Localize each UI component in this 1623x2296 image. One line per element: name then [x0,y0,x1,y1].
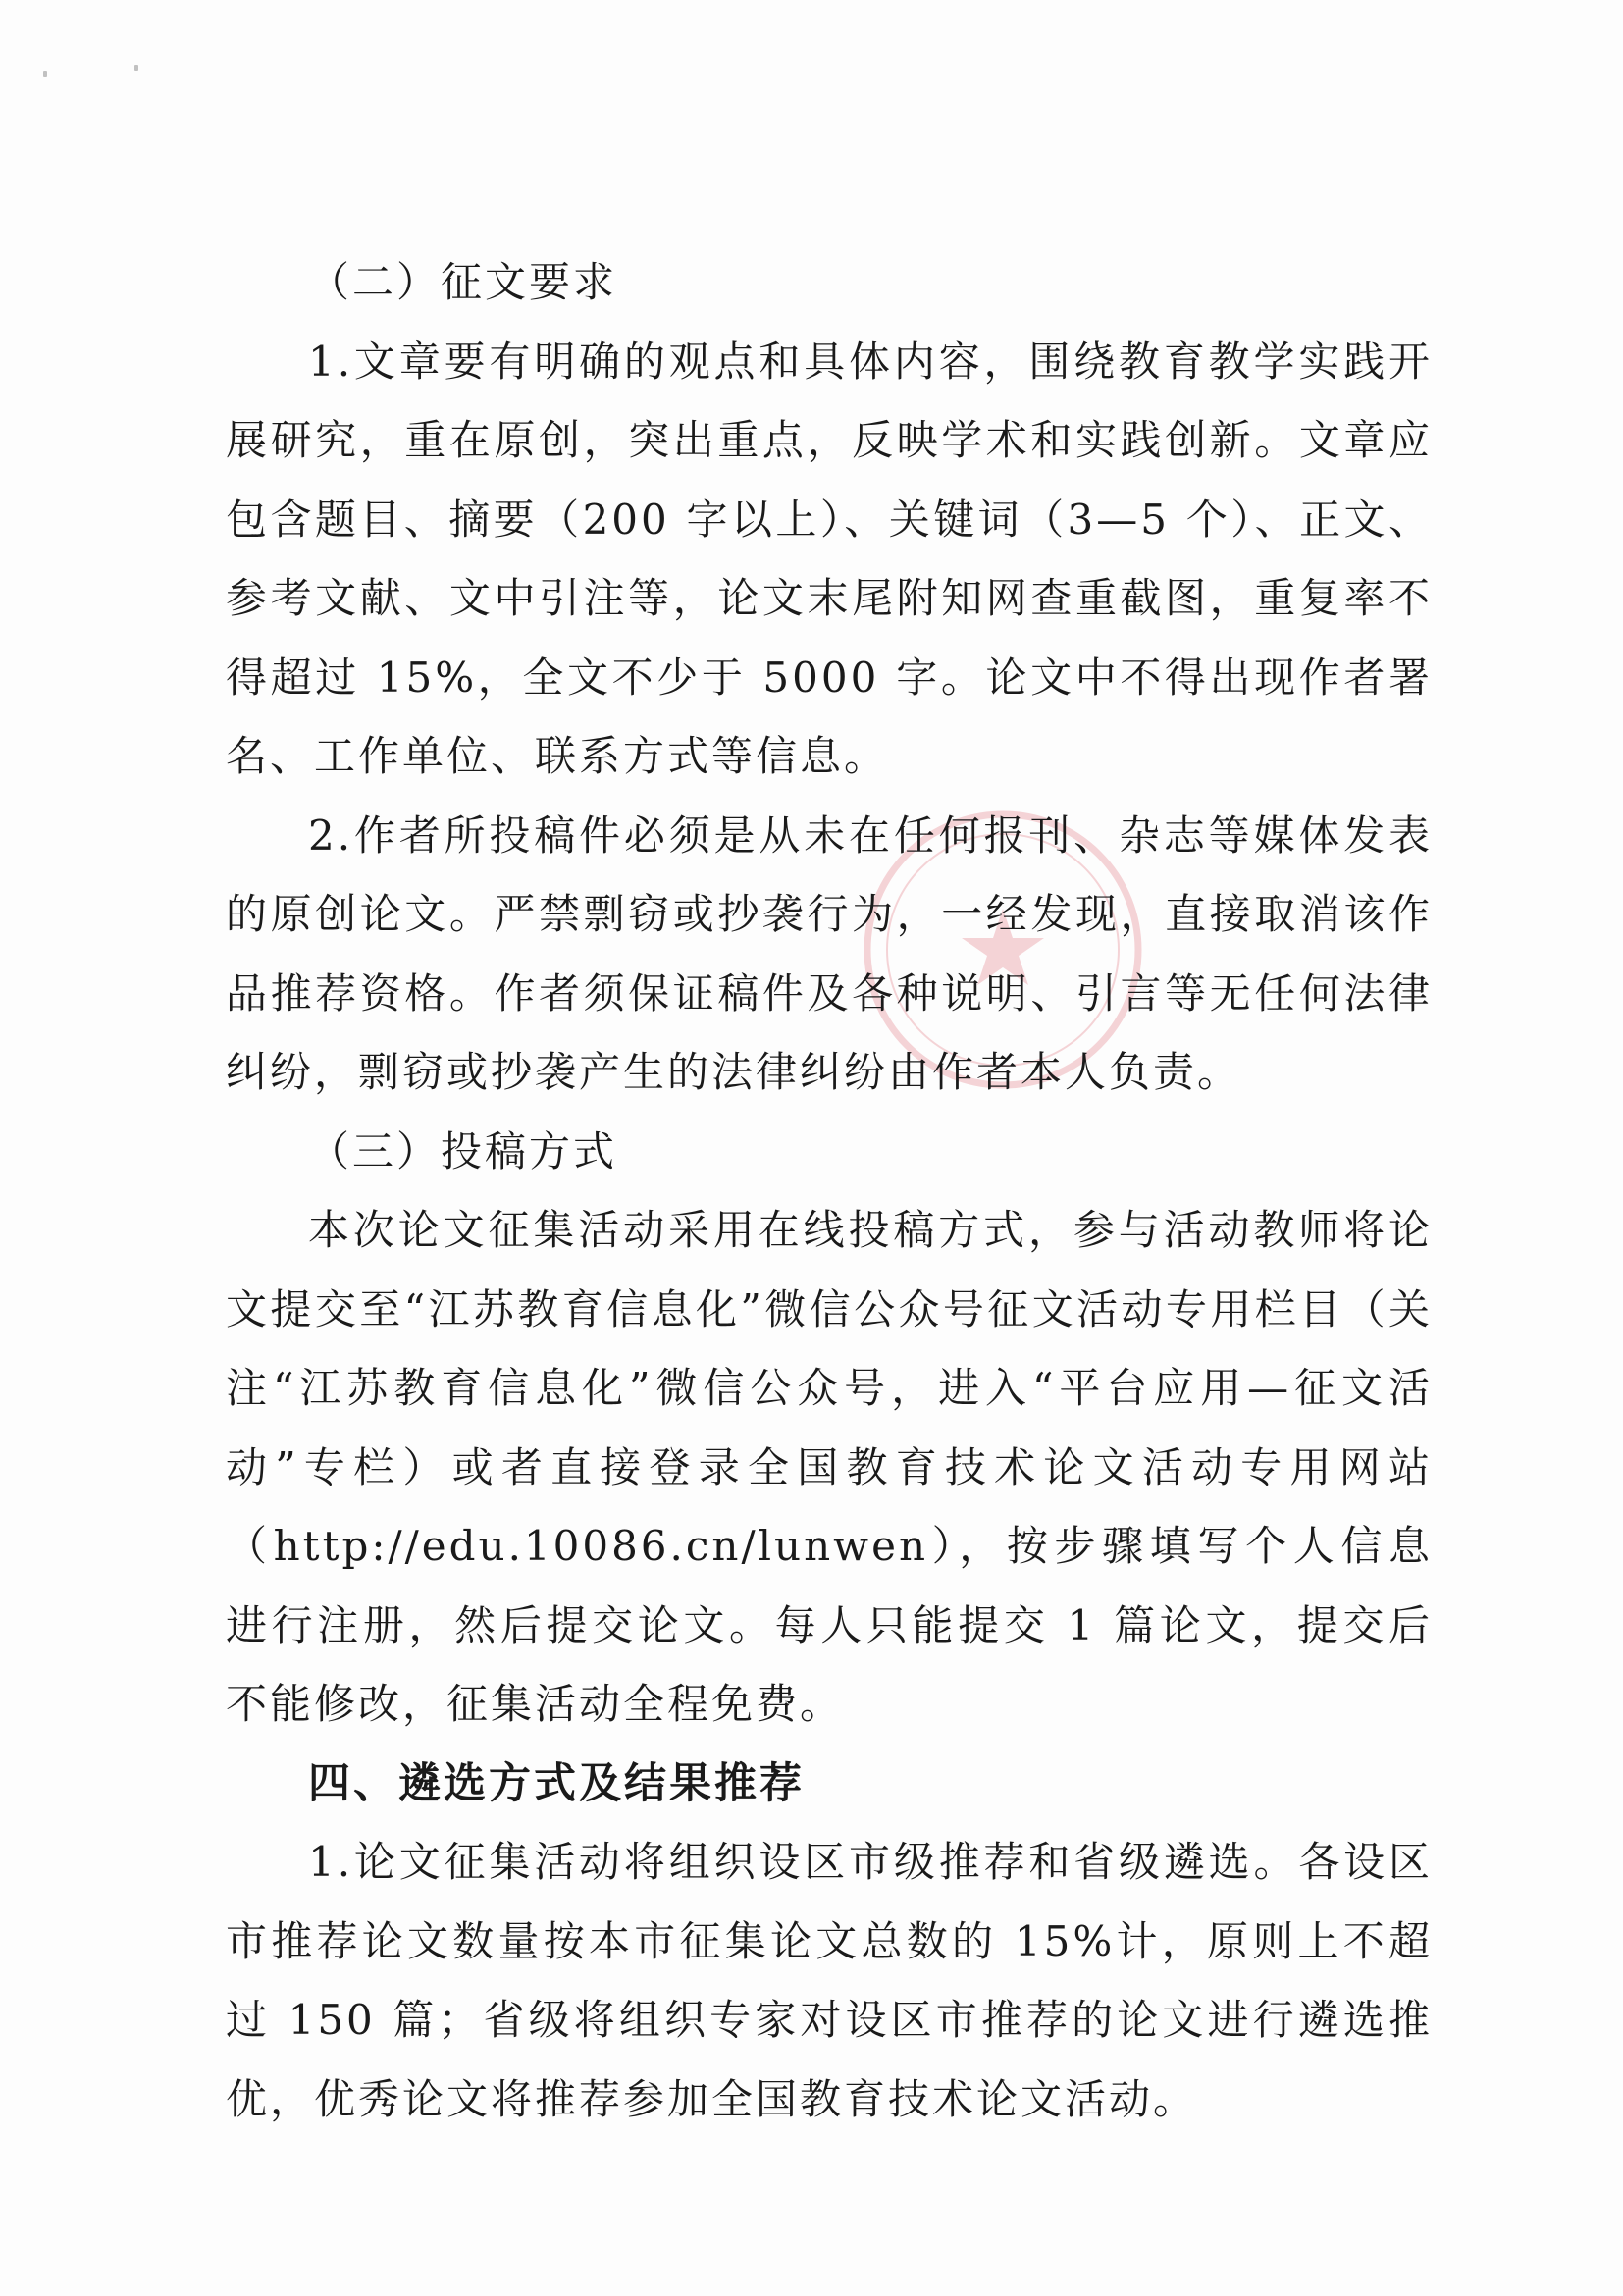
paragraph-selection-1: 1.论文征集活动将组织设区市级推荐和省级遴选。各设区市推荐论文数量按本市征集论文总数的 15%计，原则上不超过 150 篇；省级将组织专家对设区市推荐的论文进行遴选推优，优秀论文将推荐参加全国教育技术论文活动。 [226,1838,1433,2123]
section-heading-requirements: （二）征文要求 [308,258,618,306]
paragraph-requirement-2: 2.作者所投稿件必须是从未在任何报刊、杂志等媒体发表的原创论文。严禁剽窃或抄袭行为，一经发现，直接取消该作品推荐资格。作者须保证稿件及各种说明、引言等无任何法律纠纷，剽窃或抄袭产生的法律纠纷由作者本人负责。 [226,810,1433,1096]
paragraph-requirement-1: 1.文章要有明确的观点和具体内容，围绕教育教学实践开展研究，重在原创，突出重点，反映学术和实践创新。文章应包含题目、摘要（200 字以上）、关键词（3—5 个）、正文、参考文献、文中引注等，论文末尾附知网查重截图，重复率不得超过 15%，全文不少于 5000 字。论文中不得出现作者署名、工作单位、联系方式等信息。 [226,337,1433,780]
section-heading-selection: 四、遴选方式及结果推荐 [308,1758,805,1808]
paragraph-submission-method: 本次论文征集活动采用在线投稿方式，参与活动教师将论文提交至“江苏教育信息化”微信公众号征文活动专用栏目（关注“江苏教育信息化”微信公众号，进入“平台应用—征文活动”专栏）或者直接登录全国教育技术论文活动专用网站（http://edu.10086.cn/lunwen），按步骤填写个人信息进行注册，然后提交论文。每人只能提交 1 篇论文，提交后不能修改，征集活动全程免费。 [226,1206,1433,1728]
scan-mark [134,65,138,71]
section-heading-submission: （三）投稿方式 [308,1126,618,1175]
scan-mark [43,71,47,77]
document-body [226,243,1433,2139]
